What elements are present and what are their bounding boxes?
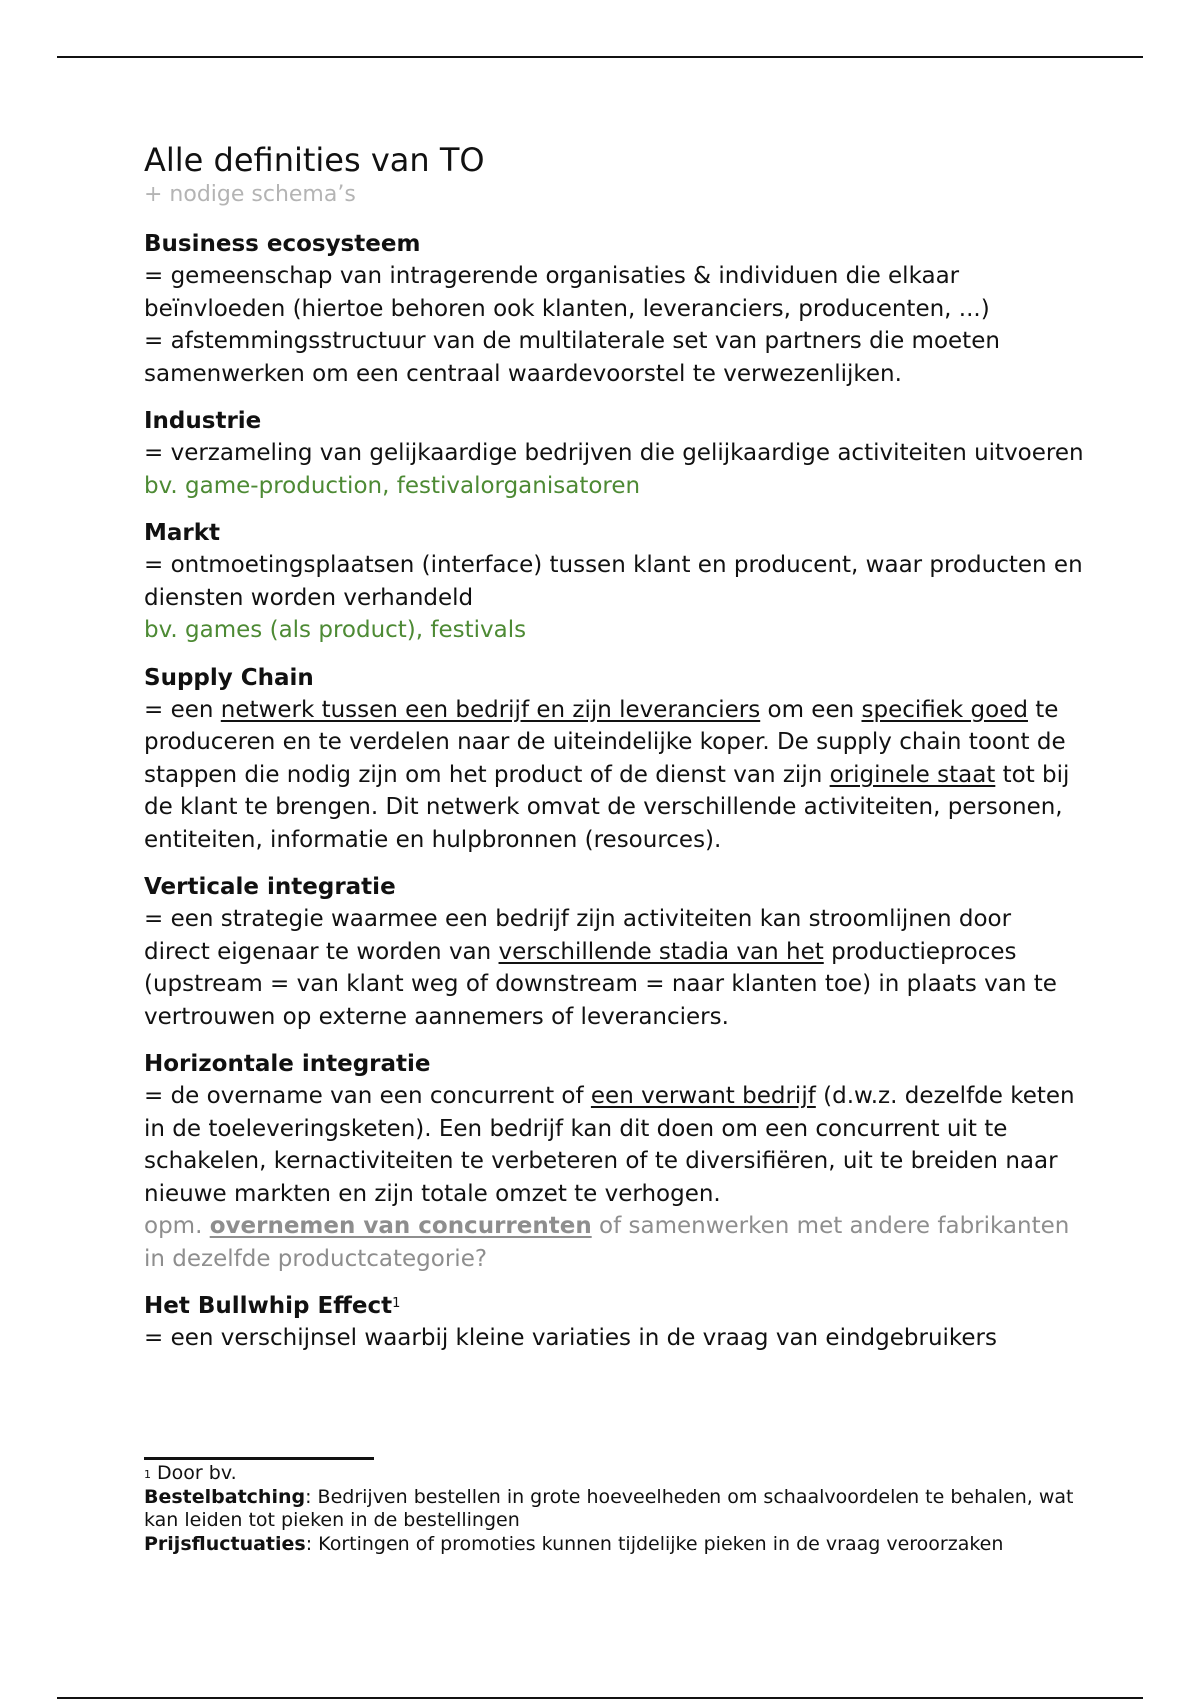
term-heading: Markt	[144, 520, 221, 546]
footnote-separator	[144, 1457, 374, 1460]
term-heading: Verticale integratie	[144, 874, 396, 900]
definition-text: = afstemmingsstructuur van de multilaterale set van partners die moeten samenwerken om een centraal waardevoorstel te verwezenlijken.	[144, 328, 1000, 387]
text-run: = een	[144, 696, 221, 723]
text-run: productieproces (upstream = van klant weg of downstream = naar klanten toe) in plaats van te vertrouwen op externe aannemers of leveranciers.	[144, 938, 1057, 1030]
footnote-intro	[144, 1462, 1104, 1486]
document-body	[144, 140, 1084, 1370]
term-heading	[144, 1290, 1084, 1322]
footnote-item	[144, 1533, 1104, 1557]
footnote-mark: 1	[144, 1468, 151, 1481]
underlined-text: overnemen van concurrenten	[209, 1213, 592, 1239]
section-supply-chain	[144, 662, 1084, 857]
definition-text	[144, 1080, 1084, 1210]
footnote-term: Bestelbatching	[144, 1485, 306, 1508]
underlined-text: specifiek goed	[861, 696, 1028, 723]
term-heading: Industrie	[144, 408, 262, 434]
definition-text	[144, 903, 1084, 1033]
term-heading: Supply Chain	[144, 664, 314, 691]
section-bullwhip-effect	[144, 1290, 1084, 1355]
example-text: bv. games (als product), festivals	[144, 617, 527, 643]
example-text: bv. game-production, festivalorganisatoren	[144, 472, 641, 499]
term-heading: Horizontale integratie	[144, 1051, 431, 1077]
definition-text: = een verschijnsel waarbij kleine variaties in de vraag van eindgebruikers	[144, 1325, 997, 1351]
section-markt	[144, 517, 1084, 647]
definition-text	[144, 694, 1084, 857]
section-horizontale-integratie	[144, 1048, 1084, 1275]
page-title: Alle definities van TO	[144, 141, 485, 179]
footnote-term: Prijsfluctuaties	[144, 1532, 306, 1555]
section-business-ecosysteem	[144, 228, 1084, 390]
text-run: Door bv.	[151, 1462, 237, 1484]
footer-rule	[57, 1697, 1143, 1699]
definition-text: = gemeenschap van intragerende organisaties & individuen die elkaar beïnvloeden (hiertoe behoren ook klanten, leveranciers, producenten, ...)	[144, 263, 990, 322]
footnote-item	[144, 1486, 1104, 1533]
text-run: opm.	[144, 1213, 210, 1239]
section-verticale-integratie	[144, 871, 1084, 1033]
text-run: = de overname van een concurrent of	[144, 1083, 591, 1109]
text-run: tot bij de klant te brengen. Dit netwerk omvat de verschillende activiteiten, personen, entiteiten, informatie en hulpbronnen (resources).	[144, 761, 1070, 853]
footnote-reference[interactable]: 1	[392, 1296, 401, 1311]
text-run: of samenwerken met andere fabrikanten in dezelfde productcategorie?	[144, 1213, 1070, 1272]
text-run: = een strategie waarmee een bedrijf zijn activiteiten kan stroomlijnen door direct eigenaar te worden van	[144, 906, 1012, 965]
remark-text	[144, 1210, 1084, 1275]
text-run: (d.w.z. dezelfde keten in de toeleveringsketen). Een bedrijf kan dit doen om een concurrent uit te schakelen, kernactiviteiten te verbeteren of te diversifiëren, uit te breiden naar nieuwe markten en zijn totale omzet te verhogen.	[144, 1083, 1075, 1207]
definition-text: = ontmoetingsplaatsen (interface) tussen klant en producent, waar producten en diensten worden verhandeld	[144, 552, 1083, 611]
footnote-area	[144, 1462, 1104, 1556]
section-industrie	[144, 405, 1084, 502]
term-label: Het Bullwhip Effect	[144, 1293, 393, 1319]
text-run: te produceren en te verdelen naar de uiteindelijke koper. De supply chain toont de stappen die nodig zijn om het product of de dienst van zijn	[144, 696, 1066, 788]
text-run: : Kortingen of promoties kunnen tijdelijke pieken in de vraag veroorzaken	[305, 1532, 1004, 1555]
underlined-text: originele staat	[829, 761, 996, 788]
underlined-text: netwerk tussen een bedrijf en zijn leveranciers	[220, 696, 761, 723]
text-run: : Bedrijven bestellen in grote hoeveelheden om schaalvoordelen te behalen, wat kan leiden tot pieken in de bestellingen	[144, 1485, 1074, 1531]
header-rule	[57, 56, 1143, 58]
text-run: om een	[760, 696, 862, 723]
underlined-text: een verwant bedrijf	[590, 1083, 816, 1109]
definition-text: = verzameling van gelijkaardige bedrijven die gelijkaardige activiteiten uitvoeren	[144, 440, 1084, 466]
page-subtitle: + nodige schema’s	[144, 182, 356, 207]
underlined-text: verschillende stadia van het	[498, 938, 824, 965]
term-heading: Business ecosysteem	[144, 231, 421, 257]
